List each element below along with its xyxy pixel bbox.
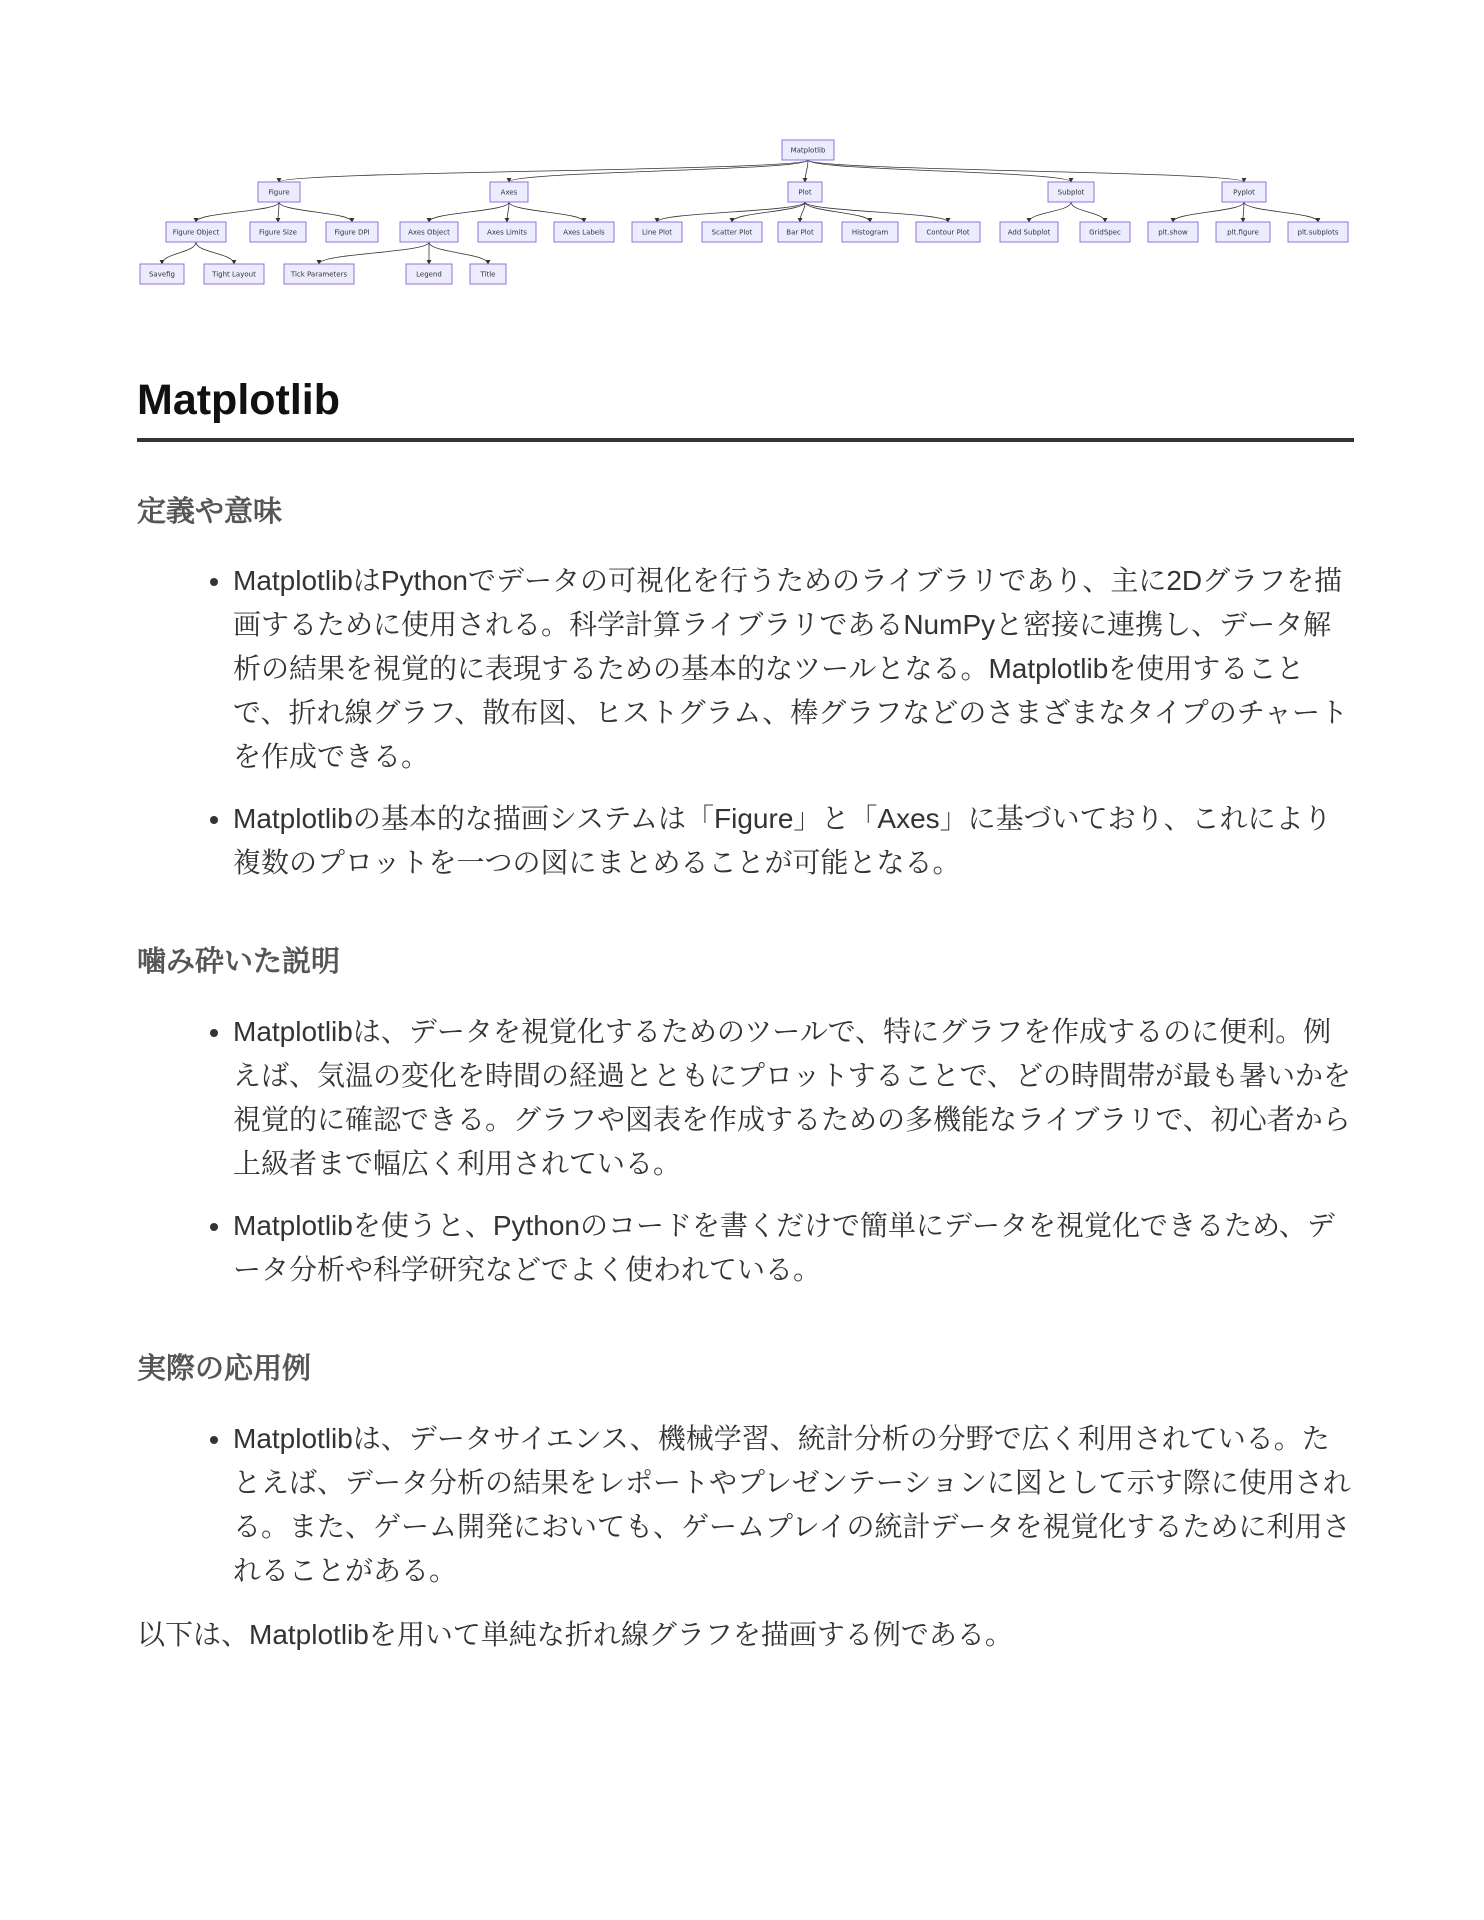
- closing-paragraph: 以下は、Matplotlibを用いて単純な折れ線グラフを描画する例である。: [137, 1619, 1013, 1650]
- list-item: • Matplotlibは、データを視覚化するためのツールで、特にグラフを作成するのに便利。例えば、気温の変化を時間の経過とともにプロットすることで、どの時間帯が最も暑いかを視覚的に確認できる。グラフや図表を作成するための多機能なライブラリで、初心者から上級者まで幅広く利用されている。: [233, 1010, 1354, 1186]
- node-histogram: [842, 222, 898, 242]
- node-savefig: [140, 264, 184, 284]
- edge-root-to-pyplot: [808, 160, 1244, 182]
- node-figure: [258, 182, 300, 202]
- edge-figure-object-to-tight-layout: [196, 242, 234, 264]
- node-plt-show: [1148, 222, 1198, 242]
- node-scatter-plot: [702, 222, 762, 242]
- node-bar-plot: [778, 222, 822, 242]
- node-axes: [490, 182, 528, 202]
- page-title: Matplotlib: [137, 372, 1354, 442]
- diagram-edges: [162, 160, 1318, 264]
- node-pyplot: [1222, 182, 1266, 202]
- edge-root-to-plot: [805, 160, 808, 182]
- edge-axes-object-to-tick-parameters: [319, 242, 429, 264]
- node-subplot: [1048, 182, 1094, 202]
- edge-axes-to-axes-limits: [507, 202, 509, 222]
- node-gridspec: [1080, 222, 1130, 242]
- edge-pyplot-to-plt-figure: [1243, 202, 1244, 222]
- node-axes-limits: [478, 222, 536, 242]
- edge-pyplot-to-plt-show: [1173, 202, 1244, 222]
- node-plt-subplots: [1288, 222, 1348, 242]
- edge-plot-to-scatter-plot: [732, 202, 805, 222]
- node-figure-dpi: [326, 222, 378, 242]
- node-label: Tick Parameters: [290, 270, 348, 279]
- document-body: [137, 372, 1354, 1657]
- definition-list: [137, 559, 1354, 885]
- node-axes-object: [400, 222, 458, 242]
- node-label: plt.show: [1158, 228, 1188, 237]
- node-line-plot: [632, 222, 682, 242]
- node-label: Matplotlib: [790, 146, 826, 155]
- list-item: • Matplotlibは、データサイエンス、機械学習、統計分析の分野で広く利用されている。たとえば、データ分析の結果をレポートやプレゼンテーションに図として示す際に使用される。また、ゲーム開発においても、ゲームプレイの統計データを視覚化するために利用されることがある。: [233, 1417, 1354, 1593]
- edge-pyplot-to-plt-subplots: [1244, 202, 1318, 222]
- node-label: Axes: [500, 188, 518, 197]
- node-label: Scatter Plot: [711, 228, 753, 237]
- section-heading-definition: 定義や意味: [137, 496, 283, 528]
- section-heading-explanation: 噛み砕いた説明: [137, 946, 341, 978]
- node-label: Savefig: [148, 270, 176, 279]
- node-label: Pyplot: [1233, 188, 1255, 197]
- list-item: • Matplotlibを使うと、Pythonのコードを書くだけで簡単にデータを視覚化できるため、データ分析や科学研究などでよく使われている。: [233, 1204, 1354, 1292]
- node-label: Tight Layout: [212, 270, 256, 279]
- concept-tree-diagram: [0, 0, 1484, 300]
- node-tick-parameters: [284, 264, 354, 284]
- node-tight-layout: [204, 264, 264, 284]
- list-item: • Matplotlibの基本的な描画システムは「Figure」と「Axes」に基づいており、これにより複数のプロットを一つの図にまとめることが可能となる。: [233, 797, 1354, 885]
- edge-root-to-figure: [279, 160, 808, 182]
- node-plt-figure: [1216, 222, 1270, 242]
- node-label: Title: [480, 270, 496, 279]
- edge-subplot-to-gridspec: [1071, 202, 1105, 222]
- edge-axes-to-axes-object: [429, 202, 509, 222]
- node-title: [470, 264, 506, 284]
- node-root: [782, 140, 834, 160]
- list-item: • MatplotlibはPythonでデータの可視化を行うためのライブラリであり、主に2Dグラフを描画するために使用される。科学計算ライブラリであるNumPyと密接に連携し、データ解析の結果を視覚的に表現するための基本的なツールとなる。Matplotlibを使用することで、折れ線グラフ、散布図、ヒストグラム、棒グラフなどのさまざまなタイプのチャートを作成できる。: [233, 559, 1354, 779]
- node-label: plt.figure: [1227, 228, 1259, 237]
- node-label: plt.subplots: [1297, 228, 1339, 237]
- node-figure-object: [166, 222, 226, 242]
- node-label: GridSpec: [1089, 228, 1121, 237]
- node-label: Axes Object: [408, 228, 450, 237]
- node-label: Legend: [416, 270, 442, 279]
- node-label: Figure DPI: [334, 228, 370, 237]
- node-label: Plot: [798, 188, 812, 197]
- edge-subplot-to-add-subplot: [1029, 202, 1071, 222]
- node-label: Axes Labels: [563, 228, 605, 237]
- node-label: Bar Plot: [786, 228, 814, 237]
- node-label: Add Subplot: [1007, 228, 1051, 237]
- edge-figure-object-to-savefig: [162, 242, 196, 264]
- section-heading-applications: 実際の応用例: [137, 1353, 312, 1385]
- edge-figure-to-figure-object: [196, 202, 279, 222]
- edge-plot-to-histogram: [805, 202, 870, 222]
- node-label: Contour Plot: [926, 228, 970, 237]
- node-label: Figure Size: [259, 228, 297, 237]
- node-figure-size: [250, 222, 306, 242]
- edge-figure-to-figure-dpi: [279, 202, 352, 222]
- node-label: Axes Limits: [487, 228, 527, 237]
- edge-plot-to-line-plot: [657, 202, 805, 222]
- node-axes-labels: [554, 222, 614, 242]
- edge-axes-object-to-title: [429, 242, 488, 264]
- node-legend: [406, 264, 452, 284]
- node-label: Histogram: [851, 228, 889, 237]
- node-label: Subplot: [1057, 188, 1085, 197]
- node-add-subplot: [1000, 222, 1058, 242]
- edge-figure-to-figure-size: [278, 202, 279, 222]
- node-label: Figure Object: [172, 228, 220, 237]
- node-plot: [788, 182, 822, 202]
- applications-list: [137, 1417, 1354, 1593]
- diagram-nodes: [140, 140, 1348, 284]
- node-label: Figure: [268, 188, 290, 197]
- explanation-list: [137, 1010, 1354, 1292]
- edge-plot-to-contour-plot: [805, 202, 948, 222]
- node-label: Line Plot: [641, 228, 673, 237]
- node-contour-plot: [916, 222, 980, 242]
- edge-axes-to-axes-labels: [509, 202, 584, 222]
